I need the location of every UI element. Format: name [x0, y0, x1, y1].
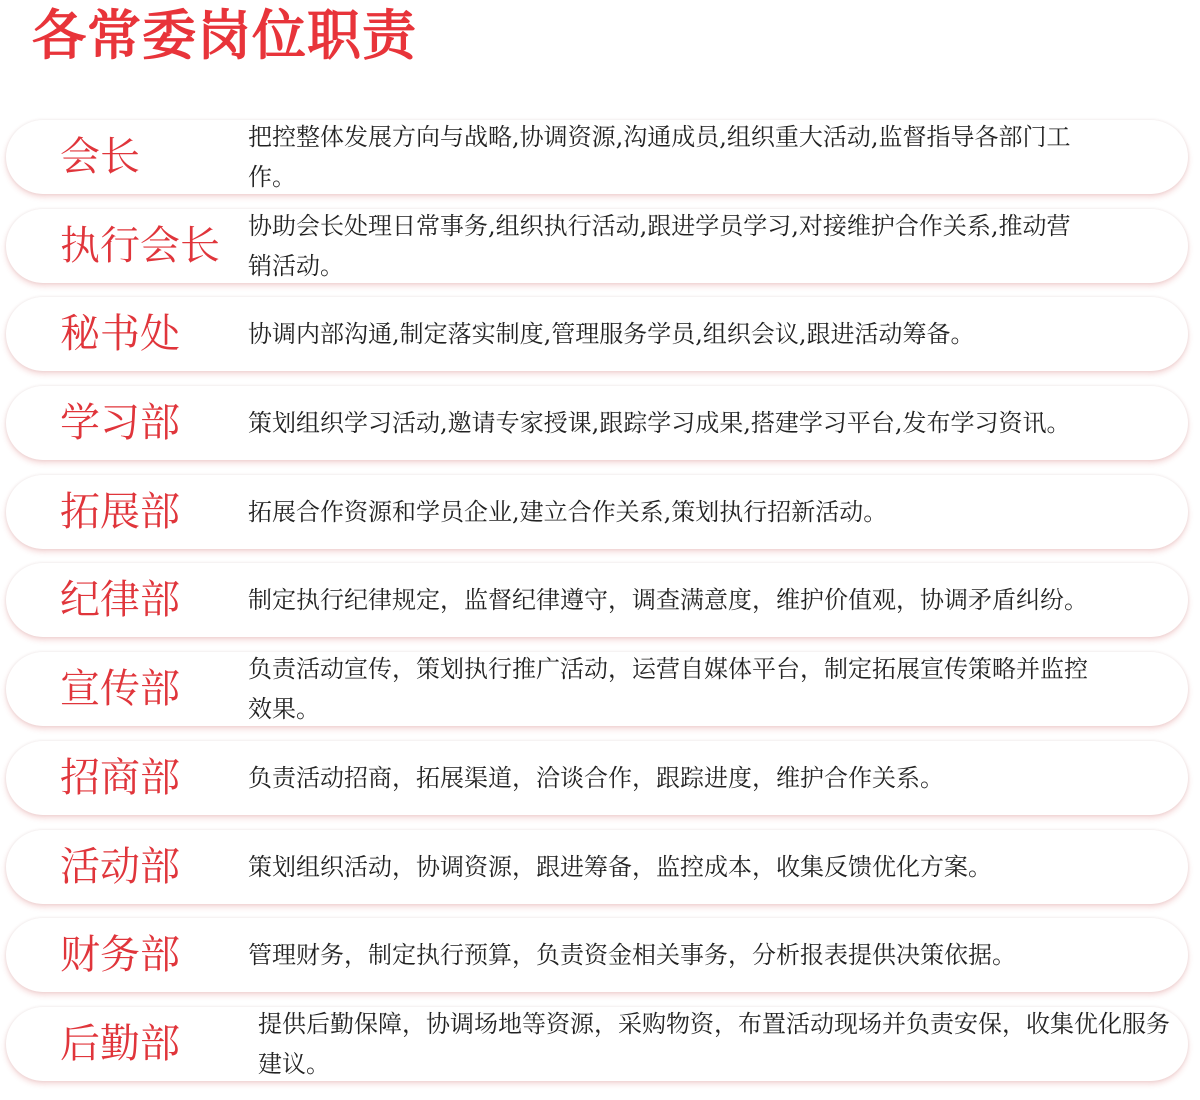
role-description: 负责活动宣传，策划执行推广活动，运营自媒体平台，制定拓展宣传策略并监控效果。 — [248, 655, 1088, 724]
role-description: 协调内部沟通,制定落实制度,管理服务学员,组织会议,跟进活动筹备。 — [248, 320, 975, 349]
duty-row-events — [6, 830, 1188, 904]
role-label: 拓展部 — [60, 488, 180, 535]
duty-row-investment — [6, 741, 1188, 815]
role-description: 制定执行纪律规定，监督纪律遵守，调查满意度，维护价值观，协调矛盾纠纷。 — [248, 586, 1088, 615]
role-description: 拓展合作资源和学员企业,建立合作关系,策划执行招新活动。 — [248, 497, 888, 526]
role-label: 招商部 — [60, 754, 180, 801]
role-label: 学习部 — [60, 400, 180, 447]
duty-row-president — [6, 120, 1188, 194]
role-description: 协助会长处理日常事务,组织执行活动,跟进学员学习,对接维护合作关系,推动营销活动。 — [248, 211, 1071, 280]
duty-row-discipline — [6, 563, 1188, 637]
role-label: 会长 — [60, 134, 140, 180]
role-description: 把控整体发展方向与战略,协调资源,沟通成员,组织重大活动,监督指导各部门工作。 — [248, 123, 1071, 191]
duty-row-study — [6, 386, 1188, 460]
role-label: 纪律部 — [60, 577, 180, 624]
role-description: 提供后勤保障，协调场地等资源，采购物资，布置活动现场并负责安保，收集优化服务建议。 — [258, 1009, 1170, 1078]
role-description: 管理财务，制定执行预算，负责资金相关事务，分析报表提供决策依据。 — [248, 941, 1016, 970]
role-label: 后勤部 — [60, 1020, 180, 1067]
duty-row-logistics — [6, 1007, 1188, 1081]
duty-row-expansion — [6, 475, 1188, 549]
role-label: 执行会长 — [60, 222, 220, 269]
role-label: 财务部 — [60, 932, 180, 979]
role-description: 策划组织学习活动,邀请专家授课,跟踪学习成果,搭建学习平台,发布学习资讯。 — [248, 409, 1071, 438]
duty-row-secretariat — [6, 297, 1188, 371]
role-label: 宣传部 — [60, 666, 180, 713]
role-label: 活动部 — [60, 843, 180, 890]
role-label: 秘书处 — [60, 311, 180, 358]
role-description: 策划组织活动，协调资源，跟进筹备，监控成本，收集反馈优化方案。 — [248, 852, 992, 881]
duty-row-executive-president — [6, 209, 1188, 283]
duty-row-finance — [6, 918, 1188, 992]
page-title: 各常委岗位职责 — [32, 4, 417, 67]
duty-list — [0, 120, 1200, 1096]
duty-row-publicity — [6, 652, 1188, 726]
role-description: 负责活动招商，拓展渠道，洽谈合作，跟踪进度，维护合作关系。 — [248, 763, 944, 792]
